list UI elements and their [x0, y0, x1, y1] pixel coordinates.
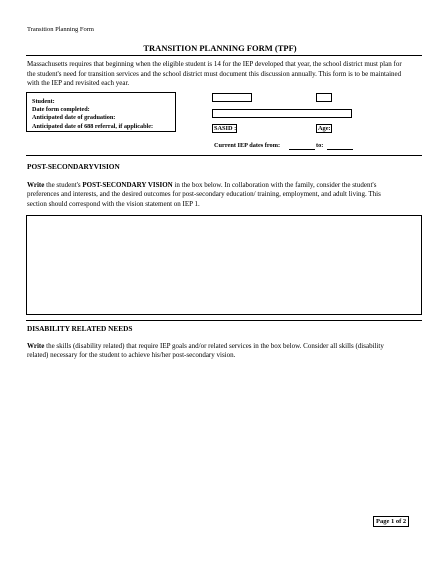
disability-instructions [27, 342, 397, 361]
disability-needs-heading: DISABILITY RELATED NEEDS [27, 324, 133, 333]
post-secondary-instructions [27, 181, 397, 209]
instruction-text-2: in the box below. In collaboration with the family, consider the student's preferences and interests, and the desired outcomes for post-secondary education/ training, employment, and adult living. This section should correspond with the vision statement on IEP 1. [27, 181, 381, 208]
section-rule-2 [26, 320, 422, 321]
intro-paragraph: Massachusetts requires that beginning when the eligible student is 14 for the IEP developed that year, the school district must plan for the student's need for transition services and the school district must document this discussion annually. This form is to be maintained with the IEP and revisited each year. [27, 60, 402, 88]
post-secondary-vision-box[interactable] [26, 215, 422, 315]
page-number: Page 1 of 2 [373, 516, 409, 527]
student-label: Student: [32, 98, 55, 105]
student-info-labels [32, 98, 153, 131]
iep-from-line[interactable] [289, 149, 315, 150]
section-rule-1 [26, 155, 422, 156]
title-rule [26, 55, 422, 56]
student-name-field[interactable] [212, 93, 252, 102]
date-completed-field[interactable] [212, 109, 352, 118]
referral-date-label: Anticipated date of 688 referral, if applicable: [32, 122, 154, 130]
write-keyword-2: Write [27, 342, 45, 350]
form-title: TRANSITION PLANNING FORM (TPF) [143, 43, 297, 53]
write-keyword: Write [27, 181, 45, 189]
graduation-date-label: Anticipated date of graduation: [32, 114, 116, 122]
post-secondary-vision-phrase: POST-SECONDARY VISION [82, 181, 173, 189]
iep-dates-label: Current IEP dates from: [214, 142, 281, 149]
disability-instruction-text: the skills (disability related) that require IEP goals and/or related services in the box below. Consider all skills (disability related) necessary for the student to achieve his/her post-secondary vision. [27, 342, 384, 360]
sasid-label: SASID : [214, 125, 237, 132]
iep-to-label: to: [316, 142, 324, 149]
student-extra-field[interactable] [316, 93, 332, 102]
post-secondary-heading: POST-SECONDARYVISION [27, 162, 120, 171]
instruction-text-1: the student's [44, 181, 83, 189]
date-completed-label: Date form completed: [32, 106, 90, 114]
iep-to-line[interactable] [327, 149, 353, 150]
age-label: Age: [318, 125, 331, 132]
form-header-label: Transition Planning Form [27, 26, 94, 33]
